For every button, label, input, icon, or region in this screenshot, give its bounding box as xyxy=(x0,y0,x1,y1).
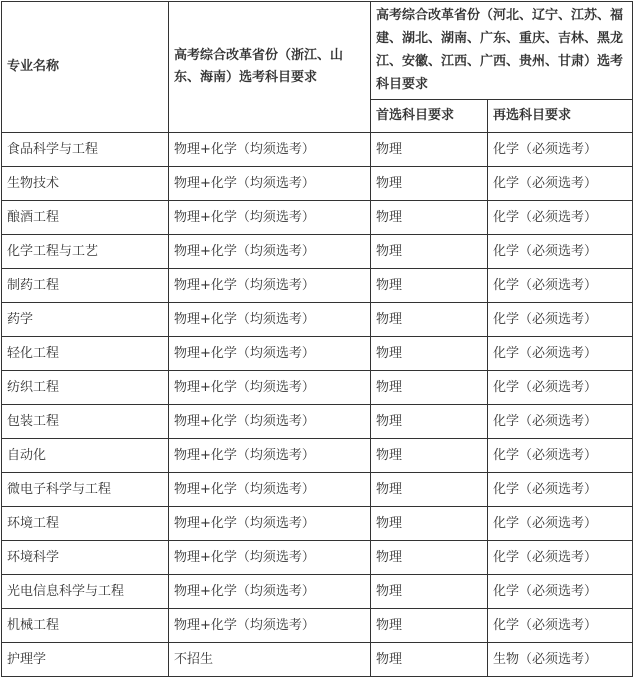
cell-first-choice: 物理 xyxy=(371,133,488,167)
cell-major-name: 食品科学与工程 xyxy=(2,133,169,167)
table-row xyxy=(2,507,633,541)
cell-first-choice: 物理 xyxy=(371,473,488,507)
cell-major-name: 轻化工程 xyxy=(2,337,169,371)
cell-first-choice: 物理 xyxy=(371,235,488,269)
cell-major-name: 酿酒工程 xyxy=(2,201,169,235)
table-row xyxy=(2,643,633,677)
cell-first-choice: 物理 xyxy=(371,167,488,201)
cell-major-name: 光电信息科学与工程 xyxy=(2,575,169,609)
cell-group-a-requirement: 物理+化学（均须选考） xyxy=(169,337,371,371)
table-row xyxy=(2,609,633,643)
cell-second-choice: 化学（必须选考） xyxy=(488,133,633,167)
cell-group-a-requirement: 物理+化学（均须选考） xyxy=(169,575,371,609)
cell-first-choice: 物理 xyxy=(371,201,488,235)
cell-group-a-requirement: 物理+化学（均须选考） xyxy=(169,439,371,473)
cell-group-a-requirement: 物理+化学（均须选考） xyxy=(169,609,371,643)
table-row xyxy=(2,303,633,337)
cell-second-choice: 化学（必须选考） xyxy=(488,235,633,269)
cell-group-a-requirement: 物理+化学（均须选考） xyxy=(169,133,371,167)
table-row xyxy=(2,167,633,201)
cell-group-a-requirement: 物理+化学（均须选考） xyxy=(169,167,371,201)
table-row xyxy=(2,541,633,575)
cell-major-name: 机械工程 xyxy=(2,609,169,643)
header-group-b-requirements: 高考综合改革省份（河北、辽宁、江苏、福建、湖北、湖南、广东、重庆、吉林、黑龙江、安徽、江西、广西、贵州、甘肃）选考科目要求 xyxy=(371,2,633,100)
cell-second-choice: 化学（必须选考） xyxy=(488,541,633,575)
cell-major-name: 制药工程 xyxy=(2,269,169,303)
header-first-choice: 首选科目要求 xyxy=(371,100,488,133)
cell-second-choice: 化学（必须选考） xyxy=(488,439,633,473)
table-row xyxy=(2,269,633,303)
cell-second-choice: 化学（必须选考） xyxy=(488,201,633,235)
cell-major-name: 药学 xyxy=(2,303,169,337)
cell-major-name: 纺织工程 xyxy=(2,371,169,405)
cell-first-choice: 物理 xyxy=(371,303,488,337)
cell-group-a-requirement: 物理+化学（均须选考） xyxy=(169,371,371,405)
cell-major-name: 护理学 xyxy=(2,643,169,677)
cell-second-choice: 化学（必须选考） xyxy=(488,609,633,643)
cell-first-choice: 物理 xyxy=(371,439,488,473)
table-row xyxy=(2,133,633,167)
cell-group-a-requirement: 不招生 xyxy=(169,643,371,677)
cell-first-choice: 物理 xyxy=(371,575,488,609)
cell-group-a-requirement: 物理+化学（均须选考） xyxy=(169,269,371,303)
cell-second-choice: 化学（必须选考） xyxy=(488,303,633,337)
cell-second-choice: 化学（必须选考） xyxy=(488,371,633,405)
cell-first-choice: 物理 xyxy=(371,541,488,575)
cell-major-name: 自动化 xyxy=(2,439,169,473)
cell-group-a-requirement: 物理+化学（均须选考） xyxy=(169,507,371,541)
cell-group-a-requirement: 物理+化学（均须选考） xyxy=(169,541,371,575)
table-row xyxy=(2,235,633,269)
cell-major-name: 环境工程 xyxy=(2,507,169,541)
cell-major-name: 生物技术 xyxy=(2,167,169,201)
cell-first-choice: 物理 xyxy=(371,269,488,303)
table-row xyxy=(2,575,633,609)
cell-first-choice: 物理 xyxy=(371,337,488,371)
cell-second-choice: 生物（必须选考） xyxy=(488,643,633,677)
subject-requirements-table xyxy=(1,1,633,677)
cell-major-name: 微电子科学与工程 xyxy=(2,473,169,507)
cell-second-choice: 化学（必须选考） xyxy=(488,269,633,303)
cell-second-choice: 化学（必须选考） xyxy=(488,337,633,371)
cell-group-a-requirement: 物理+化学（均须选考） xyxy=(169,303,371,337)
table-row xyxy=(2,405,633,439)
table-row xyxy=(2,473,633,507)
cell-group-a-requirement: 物理+化学（均须选考） xyxy=(169,235,371,269)
cell-second-choice: 化学（必须选考） xyxy=(488,473,633,507)
table-row xyxy=(2,371,633,405)
cell-major-name: 化学工程与工艺 xyxy=(2,235,169,269)
cell-group-a-requirement: 物理+化学（均须选考） xyxy=(169,405,371,439)
cell-second-choice: 化学（必须选考） xyxy=(488,575,633,609)
cell-group-a-requirement: 物理+化学（均须选考） xyxy=(169,201,371,235)
cell-first-choice: 物理 xyxy=(371,405,488,439)
cell-major-name: 环境科学 xyxy=(2,541,169,575)
header-group-a-requirements: 高考综合改革省份（浙江、山东、海南）选考科目要求 xyxy=(169,2,371,133)
table-row xyxy=(2,337,633,371)
header-major-name: 专业名称 xyxy=(2,2,169,133)
cell-second-choice: 化学（必须选考） xyxy=(488,405,633,439)
cell-major-name: 包装工程 xyxy=(2,405,169,439)
cell-group-a-requirement: 物理+化学（均须选考） xyxy=(169,473,371,507)
table-row xyxy=(2,201,633,235)
table-row xyxy=(2,439,633,473)
table-header-row xyxy=(2,2,633,100)
cell-first-choice: 物理 xyxy=(371,371,488,405)
cell-second-choice: 化学（必须选考） xyxy=(488,507,633,541)
cell-first-choice: 物理 xyxy=(371,609,488,643)
cell-second-choice: 化学（必须选考） xyxy=(488,167,633,201)
cell-first-choice: 物理 xyxy=(371,507,488,541)
header-second-choice: 再选科目要求 xyxy=(488,100,633,133)
cell-first-choice: 物理 xyxy=(371,643,488,677)
